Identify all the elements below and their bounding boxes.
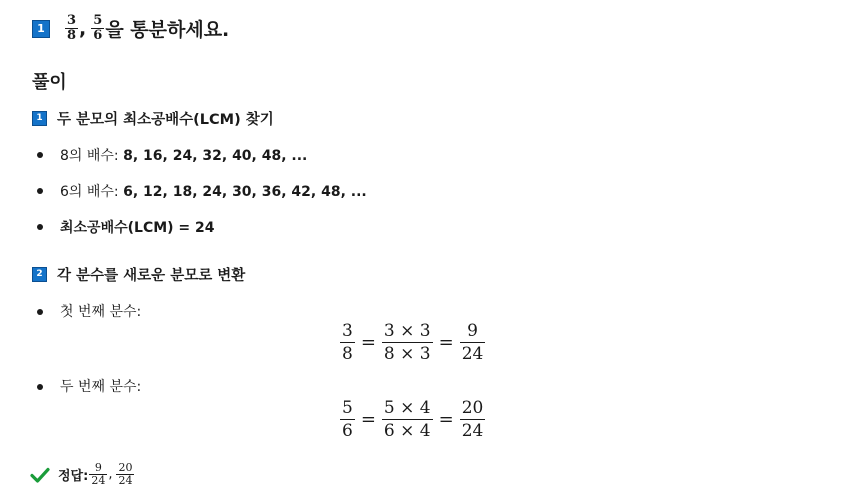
answer-separator: , [108, 467, 113, 482]
second-fraction-equation [340, 397, 485, 442]
check-mark-icon [30, 467, 50, 483]
bullet-icon [37, 384, 43, 390]
answer-label: 정답: [58, 469, 89, 484]
problem-fraction-1: $\frac{3}{8}$ [67, 13, 77, 43]
equals-sign: = [360, 332, 376, 353]
equals-sign: = [438, 332, 454, 353]
first-fraction-label: 첫 번째 분수: [60, 304, 142, 320]
second-fraction-label: 두 번째 분수: [60, 379, 142, 395]
equals-sign: = [438, 409, 454, 430]
step1-heading [32, 108, 274, 129]
step2-number-badge: 2 [32, 267, 47, 282]
final-answer [30, 462, 135, 487]
equation-fraction: $\frac{5}{6}$ [342, 398, 353, 441]
answer-fraction-1: $\frac{9}{24}$ [91, 461, 106, 487]
problem-separator: , [79, 17, 87, 40]
equation-fraction: $\frac{9}{24}$ [461, 321, 484, 364]
first-fraction-equation [340, 320, 485, 365]
bullet-icon [37, 152, 43, 158]
answer-fraction-2: $\frac{20}{24}$ [118, 461, 133, 487]
equals-sign: = [360, 409, 376, 430]
equation-fraction: $\frac{5 \times 4}{6 \times 4}$ [383, 398, 431, 441]
equation-fraction: $\frac{20}{24}$ [461, 398, 484, 441]
bullet-icon [37, 188, 43, 194]
problem-title [32, 14, 229, 43]
bullet-icon [37, 224, 43, 230]
solution-heading: 풀이 [32, 72, 67, 93]
problem-number-badge: 1 [32, 20, 50, 38]
list-item-lcm: 최소공배수(LCM) = 24 [60, 220, 215, 236]
equation-fraction: $\frac{3 \times 3}{8 \times 3}$ [383, 321, 431, 364]
step1-number-badge: 1 [32, 111, 47, 126]
step2-heading [32, 264, 245, 285]
bullet-icon [37, 309, 43, 315]
step2-title: 각 분수를 새로운 분모로 변환 [57, 268, 246, 284]
list-item-multiples-of-6: 6의 배수: 6, 12, 18, 24, 30, 36, 42, 48, ... [60, 184, 367, 200]
list-item-multiples-of-8: 8의 배수: 8, 16, 24, 32, 40, 48, ... [60, 148, 308, 164]
problem-text: 을 통분하세요. [105, 19, 230, 41]
equation-fraction: $\frac{3}{8}$ [342, 321, 353, 364]
problem-fraction-2: $\frac{5}{6}$ [93, 13, 103, 43]
step1-title: 두 분모의 최소공배수(LCM) 찾기 [57, 112, 274, 128]
